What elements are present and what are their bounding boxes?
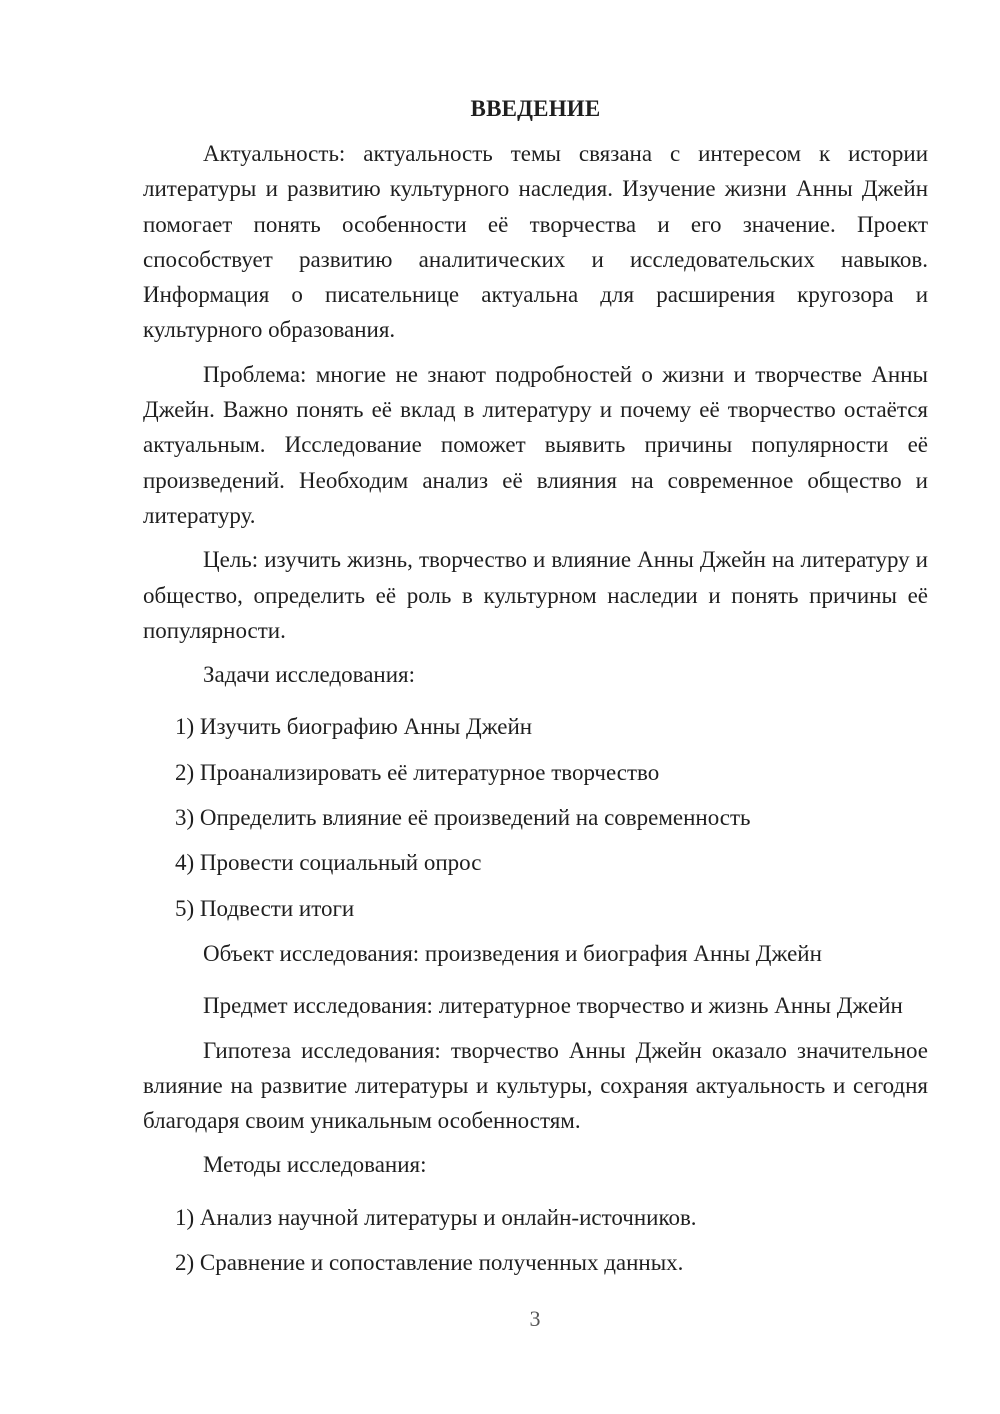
list-item: 1) Изучить биографию Анны Джейн xyxy=(175,714,533,740)
goal-paragraph: Цель: изучить жизнь, творчество и влияние Анны Джейн на литературу и общество, определить её роль в культурном наследии и понять причины её популярности. xyxy=(143,547,928,643)
subject-paragraph: Предмет исследования: литературное творчество и жизнь Анны Джейн xyxy=(203,993,903,1019)
methods-heading: Методы исследования: xyxy=(203,1152,427,1178)
problem-paragraph: Проблема: многие не знают подробностей о жизни и творчестве Анны Джейн. Важно понять её вклад в литературу и почему её творчество остаётся актуальным. Исследование поможет выявить причины популярности её произведений. Необходим анализ её влияния на современное общество и литературу. xyxy=(143,361,928,528)
list-item: 3) Определить влияние её произведений на современность xyxy=(175,805,751,831)
methods-list xyxy=(143,1200,928,1281)
tasks-list xyxy=(143,709,928,925)
page-number: 3 xyxy=(529,1306,541,1331)
document-page xyxy=(143,96,928,1290)
list-item: 2) Сравнение и сопоставление полученных данных. xyxy=(175,1250,684,1276)
hypothesis-paragraph: Гипотеза исследования: творчество Анны Джейн оказало значительное влияние на развитие литературы и культуры, сохраняя актуальность и сегодня благодаря своим уникальным особенностям. xyxy=(143,1037,928,1134)
relevance-paragraph: Актуальность: актуальность темы связана с интересом к истории литературы и развитию культурного наследия. Изучение жизни Анны Джейн помогает понять особенности её творчества и его значение. Проект способствует развитию аналитических и исследовательских навыков. Информация о писательнице актуальна для расширения кругозора и культурного образования. xyxy=(143,141,928,343)
list-item: 4) Провести социальный опрос xyxy=(175,850,482,876)
list-item: 5) Подвести итоги xyxy=(175,895,355,921)
object-paragraph: Объект исследования: произведения и биография Анны Джейн xyxy=(203,940,822,966)
page-title: ВВЕДЕНИЕ xyxy=(470,96,601,121)
tasks-heading: Задачи исследования: xyxy=(203,662,416,688)
list-item: 1) Анализ научной литературы и онлайн-источников. xyxy=(175,1204,697,1230)
list-item: 2) Проанализировать её литературное творчество xyxy=(175,759,660,785)
